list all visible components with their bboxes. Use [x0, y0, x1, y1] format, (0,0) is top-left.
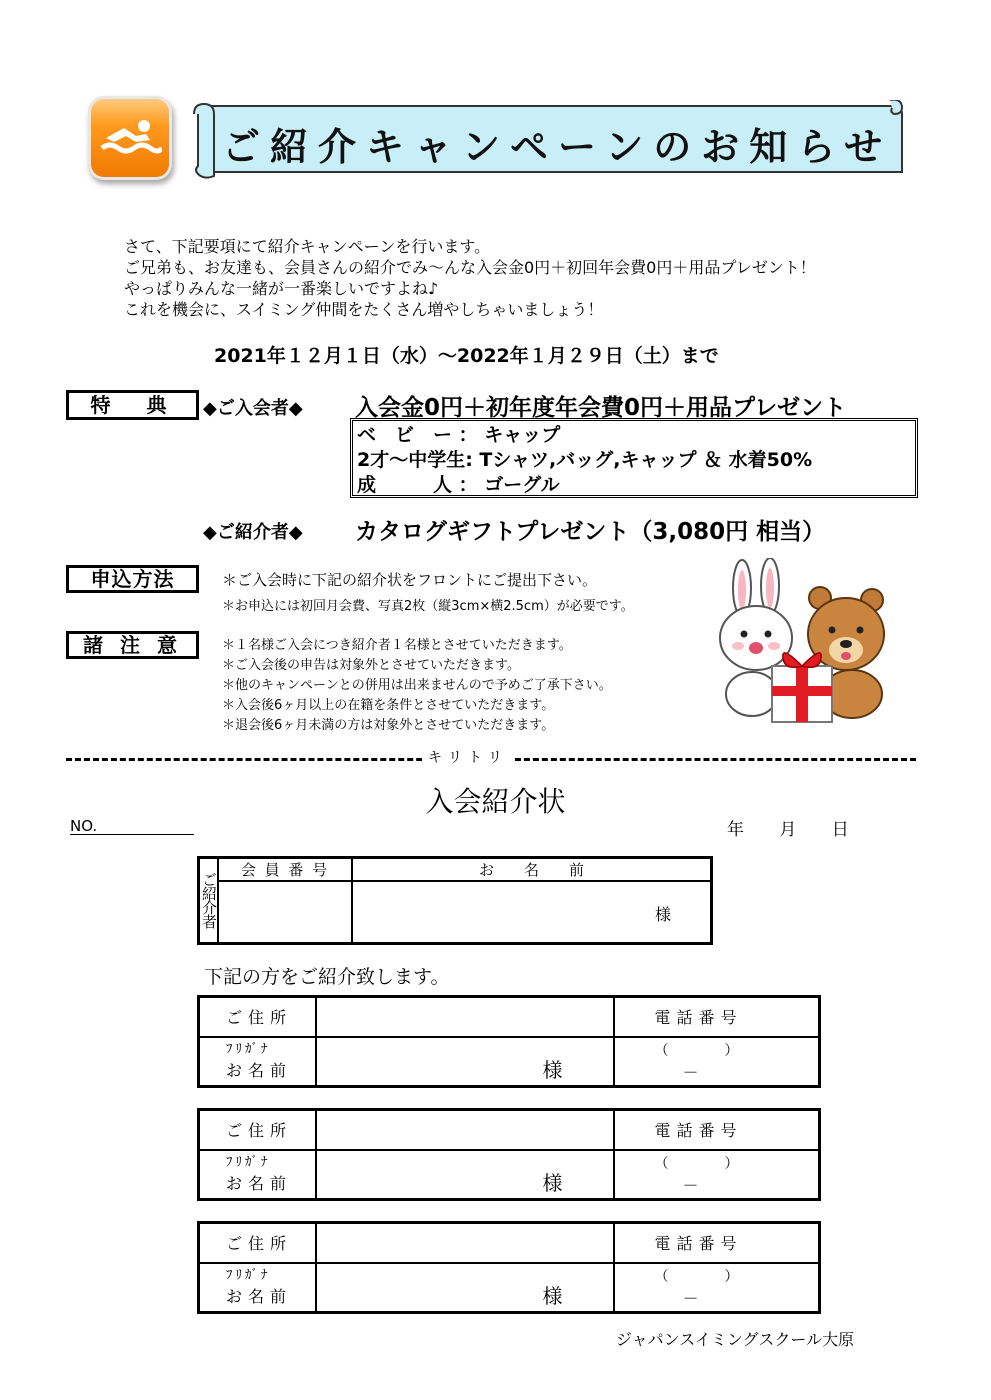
name-label-cell [199, 1037, 316, 1087]
sama-label: 様 [542, 1284, 563, 1308]
referrer-name-field[interactable] [352, 881, 712, 943]
name-field[interactable] [316, 1150, 614, 1200]
name-label: お名前 [226, 1286, 293, 1306]
intro-line: ご兄弟も、お友達も、会員さんの紹介でみ～んな入会金0円＋初回年会費0円＋用品プレゼント！ [124, 258, 816, 277]
gift-row-adult: 成 人 ： ゴーグル [357, 474, 560, 496]
name-field[interactable] [316, 1037, 614, 1087]
referrer-label: ◆ご紹介者◆ [203, 522, 303, 543]
referrer-offer: カタログギフトプレゼント（3,080円 相当） [355, 519, 826, 545]
name-field[interactable] [316, 1263, 614, 1313]
address-field[interactable] [316, 997, 614, 1037]
intro-text [124, 236, 816, 320]
introduced-person-2 [197, 1108, 821, 1201]
introduced-person-3 [197, 1221, 821, 1314]
phone-field[interactable] [614, 1150, 820, 1200]
furigana-label: ﾌﾘｶﾞﾅ [226, 1267, 271, 1283]
phone-label: 電話番号 [614, 997, 820, 1037]
sama-label: 様 [655, 905, 672, 924]
name-label: お名前 [226, 1060, 293, 1080]
introduce-text: 下記の方をご紹介致します。 [204, 966, 450, 988]
name-label-cell [199, 1150, 316, 1200]
apply-line-1: ＊ご入会時に下記の紹介状をフロントにご提出下さい。 [222, 571, 598, 589]
phone-dash: － [682, 1288, 699, 1308]
phone-area-code: （ ） [654, 1268, 739, 1285]
phone-area-code: （ ） [654, 1042, 739, 1059]
referrer-table [197, 856, 713, 945]
address-field[interactable] [316, 1110, 614, 1150]
note-item: ＊退会後6ヶ月未満の方は対象外とさせていただきます。 [222, 718, 555, 733]
rabbit-bear-gift-illustration [712, 558, 892, 730]
introduced-person-1 [197, 995, 821, 1088]
form-number-label: NO. [70, 817, 98, 835]
phone-area-code: （ ） [654, 1155, 739, 1172]
note-item: ＊ご入会後の申告は対象外とさせていただきます。 [222, 658, 520, 673]
school-name: ジャパンスイミングスクール大原 [616, 1330, 855, 1349]
name-label: お名前 [226, 1173, 293, 1193]
address-label: ご住所 [199, 1110, 316, 1150]
phone-label: 電話番号 [614, 1110, 820, 1150]
form-title: 入会紹介状 [425, 785, 566, 818]
apply-line-2: ＊お申込には初回月会費、写真2枚（縦3cm×横2.5cm）が必要です。 [222, 599, 634, 614]
furigana-label: ﾌﾘｶﾞﾅ [226, 1041, 271, 1057]
member-number-header: 会 員 番 号 [218, 858, 352, 882]
gift-row-child: 2才～中学生: Tシャツ,バッグ,キャップ ＆ 水着50% [357, 449, 813, 471]
cut-label: キリトリ [422, 750, 514, 766]
intro-line: これを機会に、スイミング仲間をたくさん増やしちゃいましょう！ [124, 300, 604, 319]
new-member-offer: 入会金0円＋初年度年会費0円＋用品プレゼント [355, 395, 847, 421]
sama-label: 様 [542, 1058, 563, 1082]
page-title: ご紹介キャンペーンのお知らせ [222, 125, 893, 169]
swimmer-icon-box [88, 96, 172, 180]
phone-field[interactable] [614, 1037, 820, 1087]
intro-line: やっぱりみんな一緒が一番楽しいですよね♪ [124, 279, 439, 298]
address-label: ご住所 [199, 1223, 316, 1263]
swimmer-icon [100, 114, 162, 162]
sama-label: 様 [542, 1171, 563, 1195]
note-item: ＊入会後6ヶ月以上の在籍を条件とさせていただきます。 [222, 698, 555, 713]
phone-dash: － [682, 1175, 699, 1195]
new-member-label: ◆ご入会者◆ [203, 398, 303, 419]
address-field[interactable] [316, 1223, 614, 1263]
note-item: ＊他のキャンペーンとの併用は出来ませんので予めご了承下さい。 [222, 678, 612, 693]
name-header: お 名 前 [352, 858, 712, 882]
cut-line [66, 750, 916, 766]
furigana-label: ﾌﾘｶﾞﾅ [226, 1154, 271, 1170]
form-number-field[interactable] [70, 834, 194, 835]
form-date: 年 月 日 [727, 820, 849, 840]
address-label: ご住所 [199, 997, 316, 1037]
gift-table [350, 418, 918, 498]
note-item: ＊１名様ご入会につき紹介者１名様とさせていただきます。 [222, 638, 572, 653]
name-label-cell [199, 1263, 316, 1313]
referrer-side-label: ご紹介者 [199, 858, 219, 944]
phone-field[interactable] [614, 1263, 820, 1313]
phone-label: 電話番号 [614, 1223, 820, 1263]
apply-label: 申込方法 [66, 565, 199, 593]
intro-line: さて、下記要項にて紹介キャンペーンを行います。 [124, 237, 491, 256]
notes-label: 諸 注 意 [66, 631, 199, 659]
gift-row-baby: ベ ビ ー ： キャップ [357, 424, 561, 446]
campaign-period: 2021年１２月１日（水）～2022年１月２９日（土）まで [214, 345, 719, 367]
benefits-label: 特 典 [66, 390, 199, 420]
member-number-field[interactable] [218, 881, 352, 943]
phone-dash: － [682, 1062, 699, 1082]
notes-list [222, 636, 612, 736]
